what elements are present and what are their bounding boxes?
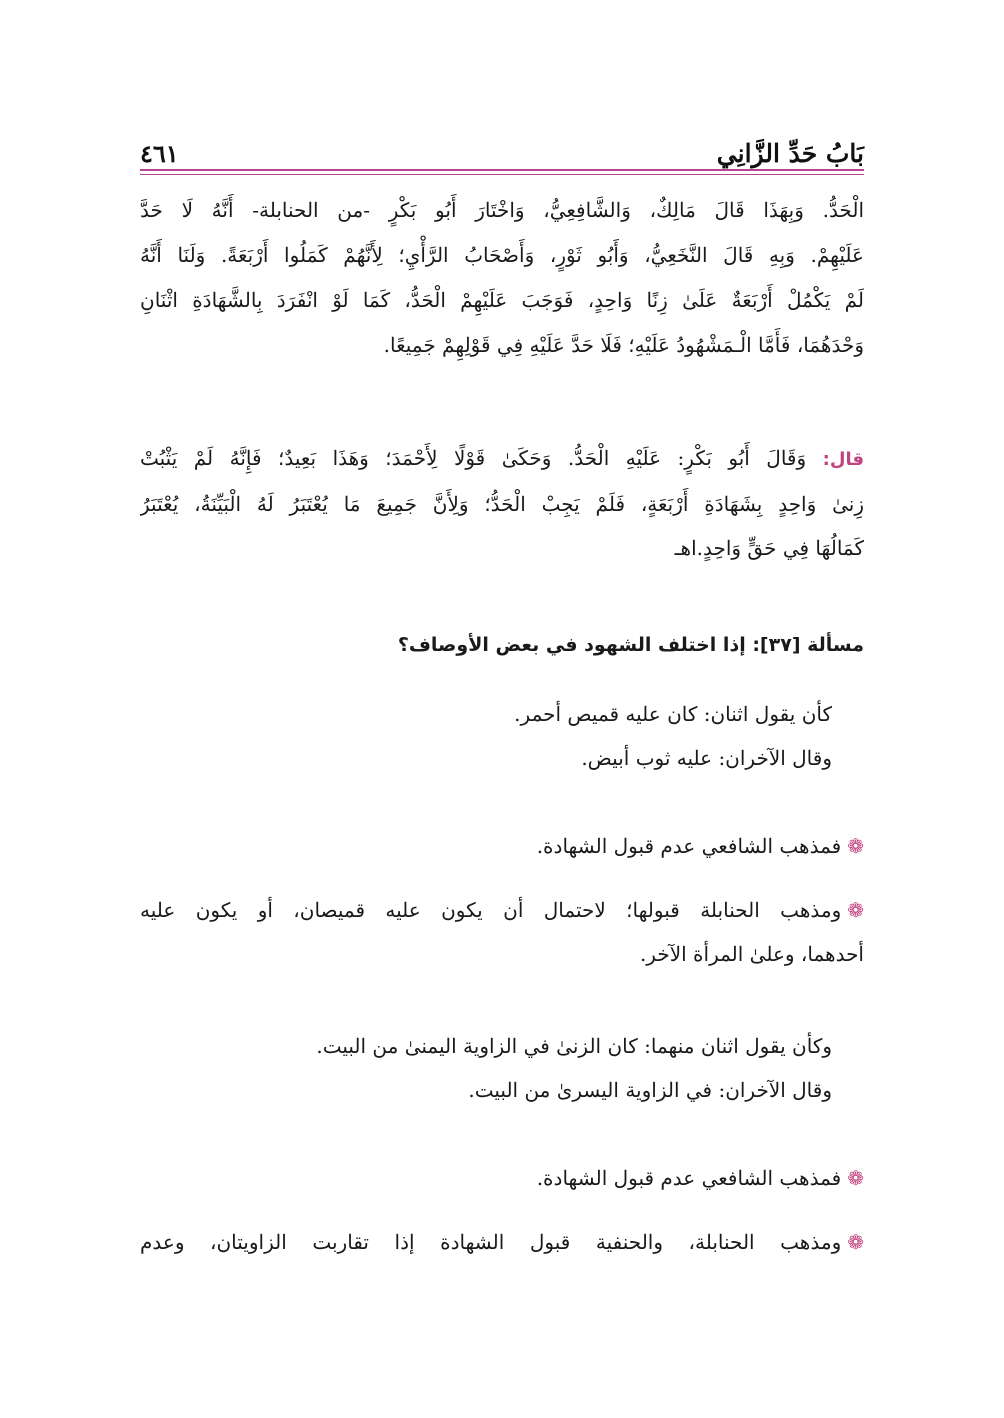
text-line: وكأن يقول اثنان منهما: كان الزنىٰ في الزاوية اليمنىٰ من البيت. xyxy=(316,1034,832,1058)
paragraph-continuation xyxy=(140,188,864,368)
bullet-item xyxy=(140,888,864,976)
bullet-text: فمذهب الشافعي عدم قبول الشهادة. xyxy=(536,1166,842,1190)
text-line: وقال الآخران: عليه ثوب أبيض. xyxy=(581,746,832,770)
bullet-item xyxy=(140,1220,864,1264)
text-line: وَحْدَهُمَا، فَأَمَّا الْـمَشْهُودُ عَلَيْهِ؛ فَلَا حَدَّ عَلَيْهِ فِي قَوْلِهِمْ جَمِيعًا. xyxy=(383,333,864,357)
chapter-title: بَابُ حَدِّ الزَّانِي xyxy=(716,139,864,168)
flower-bullet-icon: ❁ xyxy=(847,1166,864,1190)
bullet-item xyxy=(140,824,864,868)
text-line: عَلَيْهِمْ. وَبِهِ قَالَ النَّخَعِيُّ، وَأَبُو ثَوْرٍ، وَأَصْحَابُ الرَّأْيِ؛ لِأَنَّهُمْ كَمَلُوا أَرْبَعَةً. وَلَنَا أَنَّهُ xyxy=(140,243,864,267)
question-heading: مسألة [٣٧]: إذا اختلف الشهود في بعض الأوصاف؟ xyxy=(397,634,864,656)
text-line: زِنىٰ وَاحِدٍ بِشَهَادَةِ أَرْبَعَةٍ، فَلَمْ يَجِبْ الْحَدُّ؛ وَلِأَنَّ جَمِيعَ مَا يُعْتَبَرُ لَهُ الْبَيِّنَةُ، يُعْتَبَرُ xyxy=(140,492,864,516)
flower-bullet-icon: ❁ xyxy=(847,898,864,922)
header-rule-thin xyxy=(140,174,864,175)
page-number: ٤٦١ xyxy=(140,139,179,168)
text-line xyxy=(140,436,864,482)
flower-bullet-icon: ❁ xyxy=(847,834,864,858)
example-block xyxy=(140,1024,832,1112)
text-line: لَمْ يَكْمُلْ أَرْبَعَةٌ عَلَىٰ زِنًا وَاحِدٍ، فَوَجَبَ عَلَيْهِمْ الْحَدُّ، كَمَا لَوْ انْفَرَدَ بِالشَّهَادَةِ اثْنَانِ xyxy=(140,288,864,312)
text-line: كَمَالُهَا فِي حَقٍّ وَاحِدٍ.اهـ xyxy=(674,536,864,560)
header-rule-thick xyxy=(140,169,864,171)
bullet-text: ومذهب الحنابلة، والحنفية قبول الشهادة إذا تقاربت الزاويتان، وعدم xyxy=(140,1230,842,1254)
qal-label: قال: xyxy=(822,449,864,470)
text-line: كأن يقول اثنان: كان عليه قميص أحمر. xyxy=(514,702,832,726)
page-header xyxy=(140,128,864,168)
text-line: الْحَدُّ. وَبِهَذَا قَالَ مَالِكٌ، وَالشَّافِعِيُّ، وَاخْتَارَ أَبُو بَكْرٍ -من الحنابلة- أَنَّهُ لَا حَدَّ xyxy=(140,198,864,222)
text-line: وقال الآخران: في الزاوية اليسرىٰ من البيت. xyxy=(468,1078,832,1102)
bullet-text: فمذهب الشافعي عدم قبول الشهادة. xyxy=(536,834,842,858)
bullet-text: ومذهب الحنابلة قبولها؛ لاحتمال أن يكون عليه قميصان، أو يكون عليه xyxy=(140,898,842,922)
text-segment: وَقَالَ أَبُو بَكْرٍ: عَلَيْهِ الْحَدُّ. وَحَكَىٰ قَوْلًا لِأَحْمَدَ؛ وَهَذَا بَعِيدٌ؛ فَإِنَّهُ لَمْ يَثْبُتْ xyxy=(140,446,807,470)
flower-bullet-icon: ❁ xyxy=(847,1230,864,1254)
example-block xyxy=(140,692,832,780)
text-line: أحدهما، وعلىٰ المرأة الآخر. xyxy=(639,942,864,966)
bullet-item xyxy=(140,1156,864,1200)
commentary-paragraph xyxy=(140,436,864,570)
